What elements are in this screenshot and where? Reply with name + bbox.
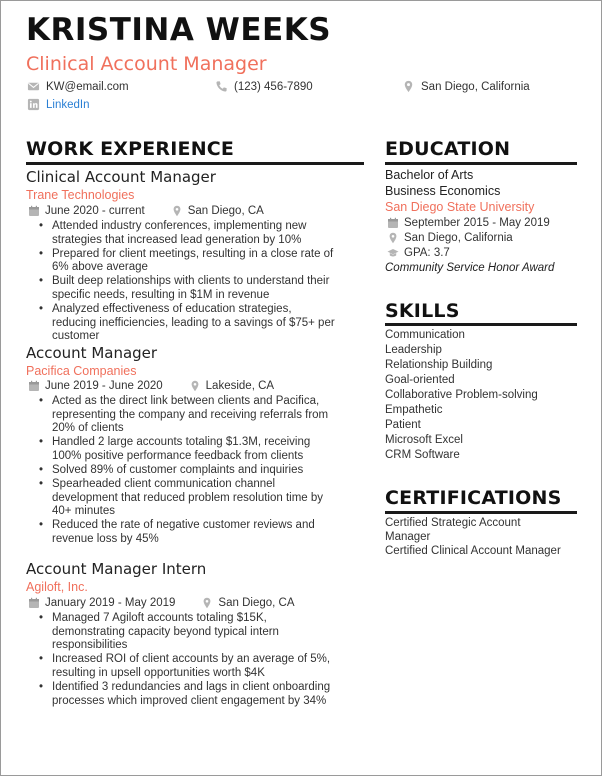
list-item: • Spearheaded client communication channel development that reduced problem resolution time by 40+ minutes	[26, 478, 338, 519]
education-dates-row	[387, 217, 550, 229]
job-location: San Diego, CA	[187, 205, 264, 217]
contact-phone-text: (123) 456-7890	[234, 80, 313, 93]
job-dates: June 2020 - current	[45, 205, 145, 217]
list-item: Relationship Building	[385, 359, 493, 371]
contact-linkedin[interactable]	[27, 98, 89, 111]
job-bullets	[26, 395, 338, 547]
list-item: • Prepared for client meetings, resulting in a close rate of 6% above average	[26, 248, 338, 275]
list-item: Goal-oriented	[385, 374, 455, 386]
job-dates: January 2019 - May 2019	[45, 597, 176, 609]
job-title: Account Manager Intern	[26, 560, 207, 578]
list-item: Patient	[385, 419, 421, 431]
job-meta	[28, 597, 295, 609]
education-divider	[385, 162, 577, 165]
list-item: Certified Clinical Account Manager	[385, 545, 561, 558]
calendar-icon	[28, 205, 40, 217]
calendar-icon	[28, 597, 40, 609]
calendar-icon	[387, 217, 399, 229]
list-item: • Reduced the rate of negative customer reviews and revenue loss by 45%	[26, 519, 338, 546]
contact-location	[402, 80, 530, 93]
job-bullets	[26, 612, 338, 709]
list-item: • Solved 89% of customer complaints and inquiries	[26, 464, 338, 478]
list-item: • Built deep relationships with clients to understand their specific needs, resulting in $1M in revenue	[26, 275, 338, 302]
job-meta	[28, 205, 264, 217]
map-pin-icon	[201, 597, 213, 609]
list-item: • Handled 2 large accounts totaling $1.3M, receiving 100% positive performance feedback from clients	[26, 436, 338, 463]
candidate-name: KRISTINA WEEKS	[26, 12, 332, 48]
certifications-heading: CERTIFICATIONS	[385, 487, 562, 509]
contact-phone	[215, 80, 313, 93]
list-item: • Attended industry conferences, implementing new strategies that increased lead generation by 10%	[26, 220, 338, 247]
education-field: Business Economics	[385, 184, 501, 198]
phone-icon	[215, 80, 228, 93]
list-item: • Increased ROI of client accounts by an average of 5%, resulting in upsell opportunities worth $4K	[26, 653, 338, 680]
skills-heading: SKILLS	[385, 300, 460, 322]
contact-linkedin-text[interactable]: LinkedIn	[46, 98, 90, 111]
job-bullets	[26, 220, 338, 344]
certifications-list	[385, 517, 580, 559]
list-item: Certified Strategic Account Manager	[385, 517, 521, 543]
education-location: San Diego, California	[404, 232, 513, 244]
job-title: Account Manager	[26, 344, 158, 362]
list-item: CRM Software	[385, 449, 460, 461]
calendar-icon	[28, 380, 40, 392]
education-award: Community Service Honor Award	[385, 262, 555, 274]
education-degree: Bachelor of Arts	[385, 168, 474, 182]
contact-email-text: KW@email.com	[46, 80, 129, 93]
map-pin-icon	[189, 380, 201, 392]
job-dates: June 2019 - June 2020	[45, 380, 163, 392]
envelope-icon	[27, 80, 40, 93]
job-company: Trane Technologies	[26, 188, 135, 202]
map-pin-icon	[387, 232, 399, 244]
skills-divider	[385, 323, 577, 326]
job-company: Agiloft, Inc.	[26, 580, 88, 594]
list-item: • Identified 3 redundancies and lags in client onboarding processes which improved client engagement by 34%	[26, 681, 338, 708]
map-pin-icon	[402, 80, 415, 93]
contact-location-text: San Diego, California	[421, 80, 530, 93]
education-gpa-row	[387, 247, 450, 259]
skills-list	[385, 328, 538, 463]
education-location-row	[387, 232, 513, 244]
job-title: Clinical Account Manager	[26, 168, 216, 186]
job-company: Pacifica Companies	[26, 364, 137, 378]
job-meta	[28, 380, 274, 392]
candidate-role: Clinical Account Manager	[26, 53, 267, 75]
work-experience-heading: WORK EXPERIENCE	[26, 138, 235, 160]
work-experience-divider	[26, 162, 364, 165]
list-item: Leadership	[385, 344, 442, 356]
education-school: San Diego State University	[385, 200, 535, 214]
job-location: San Diego, CA	[218, 597, 295, 609]
list-item: • Acted as the direct link between clients and Pacifica, representing the company and receiving referrals from 20% of clients	[26, 395, 338, 436]
list-item: • Analyzed effectiveness of education strategies, reducing inefficiencies, leading to a savings of $75+ per customer	[26, 303, 338, 344]
list-item: Communication	[385, 329, 465, 341]
list-item: Collaborative Problem-solving	[385, 389, 538, 401]
list-item: Empathetic	[385, 404, 443, 416]
graduation-cap-icon	[387, 247, 399, 259]
education-gpa: GPA: 3.7	[404, 247, 450, 259]
education-heading: EDUCATION	[385, 138, 511, 160]
contact-email	[27, 80, 129, 93]
education-dates: September 2015 - May 2019	[404, 217, 550, 229]
linkedin-icon	[27, 98, 40, 111]
list-item: Microsoft Excel	[385, 434, 463, 446]
map-pin-icon	[171, 205, 183, 217]
certifications-divider	[385, 511, 577, 514]
job-location: Lakeside, CA	[205, 380, 275, 392]
list-item: • Managed 7 Agiloft accounts totaling $15K, demonstrating capacity beyond typical intern responsibilities	[26, 612, 338, 653]
